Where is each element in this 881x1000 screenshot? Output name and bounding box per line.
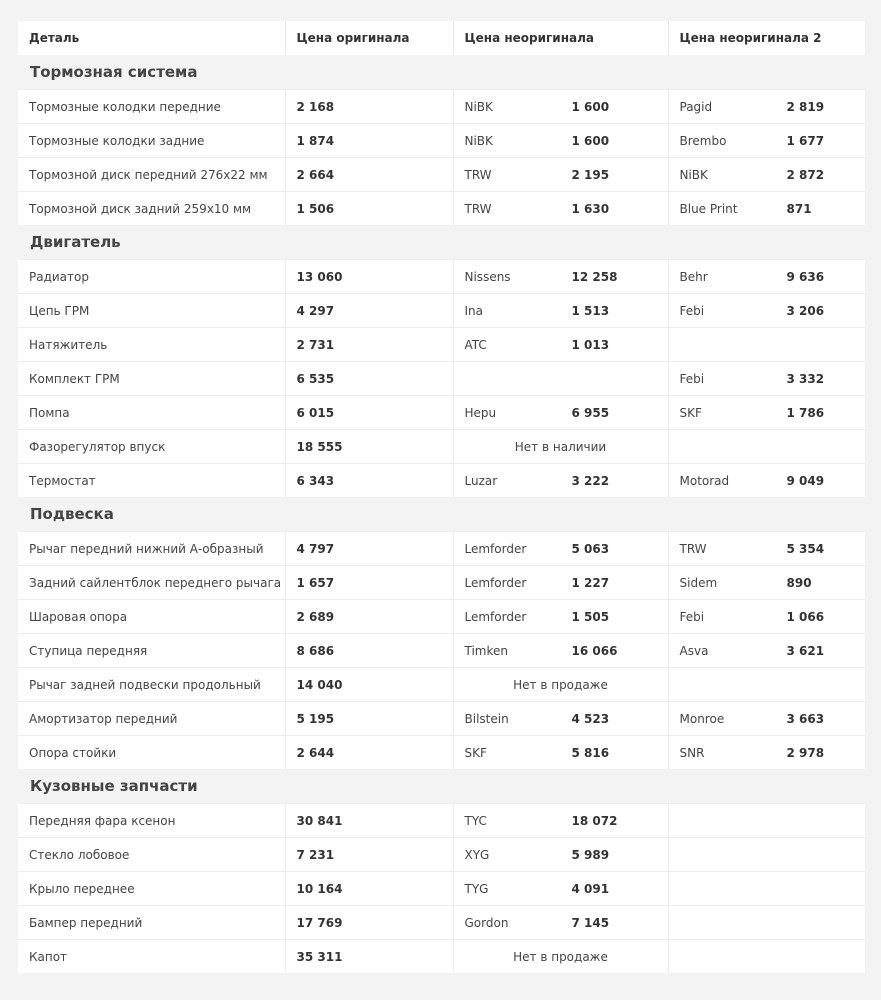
nonoriginal-price-cell <box>453 430 668 464</box>
section-row <box>18 769 865 804</box>
table-row <box>18 532 865 566</box>
price-value: 1 513 <box>571 303 610 318</box>
part-name-cell: Стекло лобовое <box>18 838 285 872</box>
brand-name: NiBK <box>464 99 493 114</box>
part-name-cell: Крыло переднее <box>18 872 285 906</box>
nonoriginal-price-2-cell <box>668 124 865 158</box>
brand-name: NiBK <box>464 133 493 148</box>
table-body <box>18 55 865 973</box>
brand-price-pair <box>680 202 855 216</box>
nonoriginal-price-2-cell <box>668 838 865 872</box>
brand-price-pair <box>680 168 855 182</box>
brand-name: TRW <box>464 167 492 182</box>
nonoriginal-price-cell <box>453 396 668 430</box>
brand-price-pair <box>465 814 657 828</box>
nonoriginal-price-2-cell <box>668 90 865 124</box>
brand-price-pair <box>680 542 855 556</box>
nonoriginal-price-cell <box>453 362 668 396</box>
original-price-cell: 17 769 <box>285 906 453 940</box>
nonoriginal-price-cell <box>453 906 668 940</box>
nonoriginal-price-2-cell <box>668 294 865 328</box>
original-price-cell: 2 168 <box>285 90 453 124</box>
brand-price-pair <box>465 202 657 216</box>
part-name-cell: Передняя фара ксенон <box>18 804 285 838</box>
nonoriginal-price-cell <box>453 124 668 158</box>
original-price-cell: 6 015 <box>285 396 453 430</box>
brand-name: Lemforder <box>464 541 527 556</box>
brand-name: Monroe <box>679 711 725 726</box>
part-name-cell: Помпа <box>18 396 285 430</box>
price-value: 1 630 <box>571 201 610 216</box>
nonoriginal-price-cell <box>453 566 668 600</box>
part-name-cell: Термостат <box>18 464 285 498</box>
nonoriginal-price-cell <box>453 294 668 328</box>
nonoriginal-price-2-cell <box>668 532 865 566</box>
brand-price-pair <box>680 270 855 284</box>
original-price-cell: 6 343 <box>285 464 453 498</box>
original-price-cell: 35 311 <box>285 940 453 974</box>
nonoriginal-price-cell <box>453 838 668 872</box>
table-row <box>18 838 865 872</box>
original-price-cell: 7 231 <box>285 838 453 872</box>
brand-name: SKF <box>679 405 702 420</box>
part-name-cell: Рычаг задней подвески продольный <box>18 668 285 702</box>
price-value: 5 063 <box>571 541 610 556</box>
brand-price-pair <box>465 610 657 624</box>
table-row <box>18 90 865 124</box>
part-name-cell: Тормозной диск задний 259x10 мм <box>18 192 285 226</box>
table-row <box>18 192 865 226</box>
table-row <box>18 396 865 430</box>
original-price-cell: 10 164 <box>285 872 453 906</box>
brand-price-pair <box>680 576 855 590</box>
table-row <box>18 294 865 328</box>
part-name-cell: Шаровая опора <box>18 600 285 634</box>
nonoriginal-price-2-cell <box>668 668 865 702</box>
part-name-cell: Задний сайлентблок переднего рычага <box>18 566 285 600</box>
nonoriginal-price-2-cell <box>668 430 865 464</box>
price-value: 6 955 <box>571 405 610 420</box>
nonoriginal-price-2-cell <box>668 260 865 294</box>
price-value: 3 206 <box>786 303 825 318</box>
part-name-cell: Рычаг передний нижний А-образный <box>18 532 285 566</box>
brand-price-pair <box>465 848 657 862</box>
header-nonoriginal-price-2: Цена неоригинала 2 <box>668 21 865 55</box>
price-value: 871 <box>786 201 812 216</box>
table-row <box>18 940 865 974</box>
table-row <box>18 668 865 702</box>
original-price-cell: 18 555 <box>285 430 453 464</box>
price-value: 5 816 <box>571 745 610 760</box>
table-row <box>18 566 865 600</box>
table-row <box>18 260 865 294</box>
brand-price-pair <box>680 746 855 760</box>
nonoriginal-price-cell <box>453 940 668 974</box>
price-value: 890 <box>786 575 812 590</box>
price-value: 1 066 <box>786 609 825 624</box>
table-row <box>18 430 865 464</box>
brand-name: Bilstein <box>464 711 509 726</box>
header-original-price: Цена оригинала <box>285 21 453 55</box>
nonoriginal-price-cell <box>453 464 668 498</box>
nonoriginal-price-cell <box>453 192 668 226</box>
brand-price-pair <box>465 304 657 318</box>
price-value: 5 354 <box>786 541 825 556</box>
nonoriginal-price-2-cell <box>668 600 865 634</box>
price-value: 1 786 <box>786 405 825 420</box>
nonoriginal-price-cell <box>453 600 668 634</box>
nonoriginal-price-cell <box>453 158 668 192</box>
part-name-cell: Бампер передний <box>18 906 285 940</box>
original-price-cell: 1 657 <box>285 566 453 600</box>
price-value: 1 600 <box>571 133 610 148</box>
nonoriginal-price-2-cell <box>668 158 865 192</box>
brand-price-pair <box>680 712 855 726</box>
table-header-row <box>18 21 865 55</box>
brand-price-pair <box>465 474 657 488</box>
part-name-cell: Натяжитель <box>18 328 285 362</box>
brand-name: Behr <box>679 269 708 284</box>
brand-price-pair <box>680 134 855 148</box>
part-name-cell: Фазорегулятор впуск <box>18 430 285 464</box>
price-value: 1 227 <box>571 575 610 590</box>
section-row <box>18 225 865 260</box>
price-value: 1 677 <box>786 133 825 148</box>
section-title: Кузовные запчасти <box>18 769 865 804</box>
table-row <box>18 702 865 736</box>
brand-name: XYG <box>464 847 490 862</box>
nonoriginal-price-2-cell <box>668 464 865 498</box>
price-value: 5 989 <box>571 847 610 862</box>
nonoriginal-price-cell <box>453 668 668 702</box>
original-price-cell: 4 297 <box>285 294 453 328</box>
availability-note: Нет в продаже <box>513 949 608 964</box>
table-row <box>18 464 865 498</box>
price-value: 3 332 <box>786 371 825 386</box>
table-row <box>18 804 865 838</box>
brand-price-pair <box>465 542 657 556</box>
nonoriginal-price-2-cell <box>668 736 865 770</box>
brand-name: Hepu <box>464 405 497 420</box>
brand-name: NiBK <box>679 167 708 182</box>
nonoriginal-price-cell <box>453 736 668 770</box>
brand-name: Febi <box>679 371 705 386</box>
price-value: 4 523 <box>571 711 610 726</box>
original-price-cell: 2 689 <box>285 600 453 634</box>
table-row <box>18 872 865 906</box>
original-price-cell: 5 195 <box>285 702 453 736</box>
brand-price-pair <box>465 916 657 930</box>
brand-price-pair <box>465 746 657 760</box>
brand-name: Ina <box>464 303 483 318</box>
nonoriginal-price-2-cell <box>668 940 865 974</box>
brand-name: Pagid <box>679 99 713 114</box>
brand-name: Nissens <box>464 269 511 284</box>
brand-name: Motorad <box>679 473 730 488</box>
brand-name: Brembo <box>679 133 727 148</box>
part-name-cell: Тормозные колодки передние <box>18 90 285 124</box>
section-row <box>18 55 865 90</box>
nonoriginal-price-2-cell <box>668 396 865 430</box>
price-value: 3 621 <box>786 643 825 658</box>
table-row <box>18 634 865 668</box>
nonoriginal-price-2-cell <box>668 702 865 736</box>
brand-name: TYG <box>464 881 489 896</box>
brand-name: Blue Print <box>679 201 738 216</box>
part-name-cell: Цепь ГРМ <box>18 294 285 328</box>
nonoriginal-price-2-cell <box>668 566 865 600</box>
part-name-cell: Комплект ГРМ <box>18 362 285 396</box>
table-row <box>18 736 865 770</box>
brand-price-pair <box>465 168 657 182</box>
part-name-cell: Тормозные колодки задние <box>18 124 285 158</box>
price-value: 4 091 <box>571 881 610 896</box>
brand-price-pair <box>680 474 855 488</box>
nonoriginal-price-2-cell <box>668 192 865 226</box>
brand-name: Lemforder <box>464 609 527 624</box>
price-value: 9 049 <box>786 473 825 488</box>
brand-price-pair <box>465 576 657 590</box>
price-value: 3 663 <box>786 711 825 726</box>
price-value: 12 258 <box>571 269 618 284</box>
brand-price-pair <box>680 610 855 624</box>
brand-price-pair <box>465 134 657 148</box>
table-row <box>18 328 865 362</box>
brand-name: SKF <box>464 745 487 760</box>
original-price-cell: 2 664 <box>285 158 453 192</box>
part-name-cell: Тормозной диск передний 276x22 мм <box>18 158 285 192</box>
original-price-cell: 2 731 <box>285 328 453 362</box>
nonoriginal-price-cell <box>453 634 668 668</box>
availability-note: Нет в продаже <box>513 677 608 692</box>
table-row <box>18 158 865 192</box>
nonoriginal-price-cell <box>453 90 668 124</box>
brand-name: TRW <box>679 541 707 556</box>
brand-price-pair <box>680 406 855 420</box>
brand-price-pair <box>465 100 657 114</box>
brand-name: Gordon <box>464 915 509 930</box>
price-value: 9 636 <box>786 269 825 284</box>
nonoriginal-price-cell <box>453 328 668 362</box>
original-price-cell: 13 060 <box>285 260 453 294</box>
price-value: 2 819 <box>786 99 825 114</box>
header-nonoriginal-price: Цена неоригинала <box>453 21 668 55</box>
original-price-cell: 30 841 <box>285 804 453 838</box>
section-row <box>18 497 865 532</box>
price-comparison-table <box>18 21 865 973</box>
original-price-cell: 1 506 <box>285 192 453 226</box>
original-price-cell: 6 535 <box>285 362 453 396</box>
original-price-cell: 4 797 <box>285 532 453 566</box>
availability-note: Нет в наличии <box>514 439 607 454</box>
brand-price-pair <box>465 406 657 420</box>
brand-price-pair <box>465 882 657 896</box>
table-row <box>18 362 865 396</box>
brand-name: Sidem <box>679 575 718 590</box>
price-value: 1 600 <box>571 99 610 114</box>
brand-name: Timken <box>464 643 508 658</box>
brand-price-pair <box>465 270 657 284</box>
original-price-cell: 14 040 <box>285 668 453 702</box>
part-name-cell: Опора стойки <box>18 736 285 770</box>
section-title: Подвеска <box>18 497 865 532</box>
table-row <box>18 906 865 940</box>
brand-name: Luzar <box>464 473 498 488</box>
price-value: 2 978 <box>786 745 825 760</box>
brand-name: Asva <box>679 643 709 658</box>
brand-price-pair <box>680 372 855 386</box>
brand-price-pair <box>465 712 657 726</box>
table-row <box>18 124 865 158</box>
brand-name: Febi <box>679 303 705 318</box>
original-price-cell: 2 644 <box>285 736 453 770</box>
section-title: Тормозная система <box>18 55 865 90</box>
nonoriginal-price-cell <box>453 872 668 906</box>
brand-price-pair <box>465 338 657 352</box>
original-price-cell: 8 686 <box>285 634 453 668</box>
nonoriginal-price-cell <box>453 804 668 838</box>
nonoriginal-price-cell <box>453 532 668 566</box>
price-value: 7 145 <box>571 915 610 930</box>
brand-price-pair <box>680 100 855 114</box>
price-value: 3 222 <box>571 473 610 488</box>
brand-price-pair <box>465 644 657 658</box>
part-name-cell: Ступица передняя <box>18 634 285 668</box>
header-part: Деталь <box>18 21 285 55</box>
part-name-cell: Радиатор <box>18 260 285 294</box>
brand-name: TRW <box>464 201 492 216</box>
price-value: 2 872 <box>786 167 825 182</box>
brand-price-pair <box>680 644 855 658</box>
brand-name: Lemforder <box>464 575 527 590</box>
part-name-cell: Капот <box>18 940 285 974</box>
section-title: Двигатель <box>18 225 865 260</box>
nonoriginal-price-2-cell <box>668 872 865 906</box>
nonoriginal-price-2-cell <box>668 804 865 838</box>
brand-name: SNR <box>679 745 705 760</box>
brand-price-pair <box>680 304 855 318</box>
nonoriginal-price-cell <box>453 260 668 294</box>
price-value: 18 072 <box>571 813 618 828</box>
brand-name: TYC <box>464 813 487 828</box>
price-value: 1 505 <box>571 609 610 624</box>
price-value: 2 195 <box>571 167 610 182</box>
original-price-cell: 1 874 <box>285 124 453 158</box>
part-name-cell: Амортизатор передний <box>18 702 285 736</box>
nonoriginal-price-cell <box>453 702 668 736</box>
nonoriginal-price-2-cell <box>668 362 865 396</box>
nonoriginal-price-2-cell <box>668 328 865 362</box>
nonoriginal-price-2-cell <box>668 634 865 668</box>
table-row <box>18 600 865 634</box>
brand-name: ATC <box>464 337 487 352</box>
price-value: 16 066 <box>571 643 618 658</box>
price-value: 1 013 <box>571 337 610 352</box>
brand-name: Febi <box>679 609 705 624</box>
nonoriginal-price-2-cell <box>668 906 865 940</box>
